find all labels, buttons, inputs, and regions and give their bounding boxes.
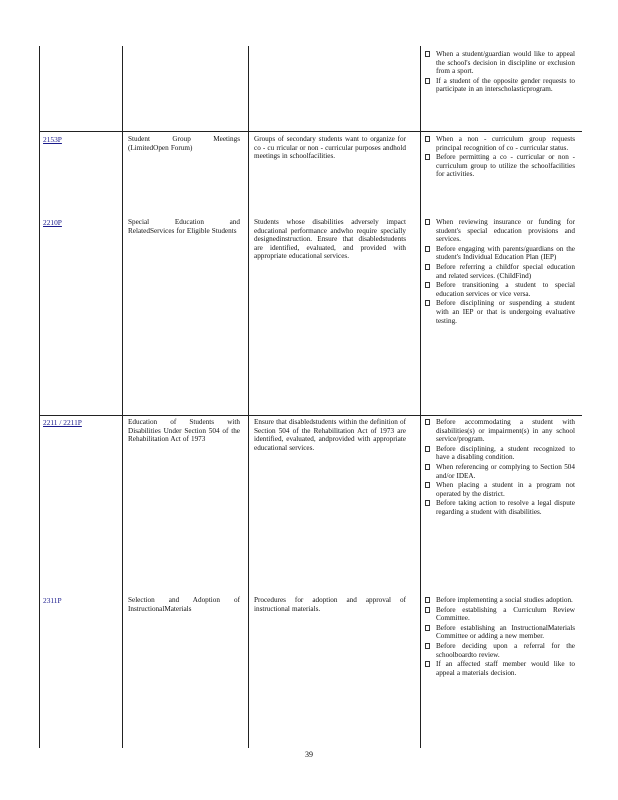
table-border-left: [39, 46, 40, 748]
when-list: [425, 135, 575, 179]
policy-title: Special Education and RelatedServices for Eligible Students: [128, 218, 240, 235]
when-list: [425, 218, 575, 325]
list-item: Before accommodating a student with disabilities(s) or impairment(s) in any school service/program.: [425, 418, 575, 444]
list-item: Before implementing a social studies adoption.: [425, 596, 575, 605]
list-item: When reviewing insurance or funding for student's special education provisions and services.: [425, 218, 575, 244]
list-item: Before engaging with parents/guardians on the student's Individual Education Plan (IEP): [425, 245, 575, 262]
list-item: Before transitioning a student to special education services or vice versa.: [425, 281, 575, 298]
table-row: [425, 50, 575, 95]
when-list: [425, 418, 575, 517]
page-number: 39: [305, 750, 313, 759]
policy-description: Groups of secondary students want to organize for co - cu rricular or non - curricular purposes andhold meetings in schoolfacilities.: [254, 135, 406, 161]
list-item: Before establishing a Curriculum Review Committee.: [425, 606, 575, 623]
policy-title: Education of Students with Disabilities Under Section 504 of the Rehabilitation Act of 1973: [128, 418, 240, 444]
column-divider: [122, 46, 123, 748]
column-divider: [420, 46, 421, 748]
policy-description: Ensure that disabledstudents within the definition of Section 504 of the Rehabilitation Act of 1973 are identified, evaluated, andprovided with appropriate educational services.: [254, 418, 406, 452]
list-item: Before taking action to resolve a legal dispute regarding a student with disabilities.: [425, 499, 575, 516]
list-item: When referencing or complying to Section 504 and/or IDEA.: [425, 463, 575, 480]
list-item: Before permitting a co - curricular or non - curriculum group to utilize the schoolfacilities for activities.: [425, 153, 575, 179]
list-item: When a non - curriculum group requests principal recognition of co - curricular status.: [425, 135, 575, 152]
column-divider: [248, 46, 249, 748]
list-item: When a student/guardian would like to appeal the school's decision in discipline or exclusion from a sport.: [425, 50, 575, 76]
row-divider: [39, 131, 582, 132]
list-item: Before referring a childfor special education and related services. (ChildFind): [425, 263, 575, 280]
row-divider: [39, 415, 582, 416]
list-item: Before disciplining, a student recognized to have a disabling condition.: [425, 445, 575, 462]
policy-description: Procedures for adoption and approval of instructional materials.: [254, 596, 406, 613]
list-item: When placing a student in a program not operated by the district.: [425, 481, 575, 498]
policy-title: Student Group Meetings (LimitedOpen Forum): [128, 135, 240, 152]
policy-code-link[interactable]: 2153P: [43, 135, 62, 144]
when-list: [425, 596, 575, 677]
policy-title: Selection and Adoption of InstructionalMaterials: [128, 596, 240, 613]
policy-code-link[interactable]: 2210P: [43, 218, 62, 227]
policy-code: 2311P: [43, 596, 62, 605]
table-row: [425, 135, 575, 180]
list-item: Before disciplining or suspending a student with an IEP or that is undergoing evaluative testing.: [425, 299, 575, 325]
list-item: Before deciding upon a referral for the schoolboardto review.: [425, 642, 575, 659]
table-row: [425, 218, 575, 326]
list-item: If an affected staff member would like to appeal a materials decision.: [425, 660, 575, 677]
list-item: Before establishing an InstructionalMaterials Committee or adding a new member.: [425, 624, 575, 641]
when-list: [425, 50, 575, 94]
list-item: If a student of the opposite gender requests to participate in an interscholasticprogram.: [425, 77, 575, 94]
table-row: [425, 596, 575, 678]
table-row: [425, 418, 575, 518]
policy-code-link[interactable]: 2211 / 2211P: [43, 418, 82, 427]
policy-description: Students whose disabilities adversely impact educational performance andwho require specially designedinstruction. Ensure that disabledstudents are identified, evaluated, and provided with appropriate educational services.: [254, 218, 406, 261]
